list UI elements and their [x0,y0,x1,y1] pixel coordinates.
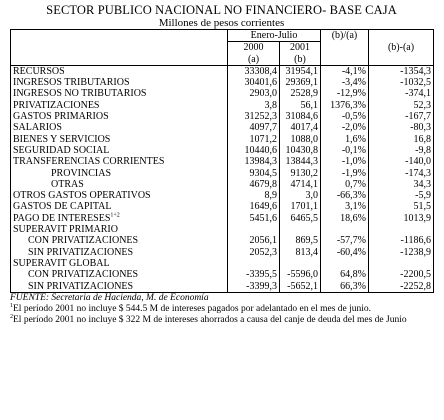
value-2000: -3399,3 [228,281,280,293]
row-label [11,201,228,212]
diff-value: -2252,8 [369,281,434,293]
row-label [11,111,228,122]
ratio-value: -4,1% [341,65,366,77]
value-2000: 1071,2 [228,134,280,145]
ratio-value: -1,9% [341,167,366,179]
page-title: SECTOR PUBLICO NACIONAL NO FINANCIERO- BASE CAJA [46,3,397,17]
table-body [11,65,434,292]
footnote-2-text: El período 2001 no incluye $ 322 M de intereses ahorrados a causa del canje de deuda del mes de Junio [13,314,407,325]
ratio-value: -0,5% [341,111,366,123]
table-row [11,269,434,280]
diff-header: (b)-(a) [369,42,434,54]
table-row [11,122,434,133]
value-2000: 2903,0 [228,88,280,99]
value-2001: 13844,3 [280,156,321,167]
row-label-text: SIN PRIVATIZACIONES [28,246,134,258]
value-2001: 3,0 [280,190,321,201]
ratio-header: (b)/(a) [321,30,369,42]
ratio-value: -3,4% [341,77,366,89]
row-label [11,77,228,88]
diff-value [369,224,434,235]
value-2000: 2056,1 [228,235,280,246]
diff-value: 1013,9 [369,213,434,224]
table-row [11,65,434,77]
table-row [11,224,434,235]
table-row [11,111,434,122]
ratio-value: -1,0% [341,156,366,168]
row-label-text: PRIVATIZACIONES [13,99,100,111]
diff-value: -1186,6 [369,235,434,246]
value-2001: 29369,1 [280,77,321,88]
table-row [11,88,434,99]
diff-value: -167,7 [369,111,434,122]
row-label-text: SUPERAVIT PRIMARIO [13,224,118,236]
value-2000: 1649,6 [228,201,280,212]
diff-value: -1354,3 [369,65,434,77]
header-row-3 [11,54,434,66]
value-2000 [228,258,280,269]
row-label [11,258,228,269]
ratio-value: -0,1% [341,144,366,156]
row-label-text: SUPERAVIT GLOBAL [13,257,110,269]
table-row [11,134,434,145]
header-row-1 [11,30,434,42]
footnote-1-mark: 1 [10,302,13,309]
row-label-text: OTRAS [51,178,84,190]
row-label-text: RECURSOS [13,65,65,77]
value-2001 [280,224,321,235]
col-b-tag: (b) [280,54,321,66]
row-label [11,156,228,167]
value-2001: 31084,6 [280,111,321,122]
value-2001: 4714,1 [280,179,321,190]
row-label [11,213,228,224]
ratio-value: 0,7% [345,178,366,190]
value-2000: 10440,6 [228,145,280,156]
diff-value: 52,3 [369,100,434,111]
diff-value: -174,3 [369,168,434,179]
value-2001: 9130,2 [280,168,321,179]
value-2001: -5596,0 [280,269,321,280]
footer [10,293,433,326]
row-label [11,145,228,156]
diff-value: -1032,5 [369,77,434,88]
table-row [11,201,434,212]
value-2000: 13984,3 [228,156,280,167]
diff-value: -1238,9 [369,247,434,258]
row-label-text: OTROS GASTOS OPERATIVOS [13,190,151,202]
value-2001: 56,1 [280,100,321,111]
diff-value [369,258,434,269]
footnote-2-mark: 2 [10,313,13,320]
ratio-value: -12,9% [336,88,366,100]
value-2000: 33308,4 [228,65,280,77]
row-label [11,65,228,77]
row-label-text: SEGURIDAD SOCIAL [13,144,110,156]
table-row [11,235,434,246]
value-2000: 4097,7 [228,122,280,133]
diff-value: -140,0 [369,156,434,167]
value-2001: -5652,1 [280,281,321,293]
value-2001: 813,4 [280,247,321,258]
table-row [11,247,434,258]
ratio-value: -60,4% [336,246,366,258]
footnote-2 [10,315,433,326]
ratio-value: 66,3% [321,281,369,293]
col-b-year: 2001 [280,42,321,54]
diff-value: -80,3 [369,122,434,133]
value-2000: 5451,6 [228,213,280,224]
row-label [11,269,228,280]
row-label [11,134,228,145]
table-row [11,213,434,224]
row-label [11,122,228,133]
row-label [11,247,228,258]
row-label-text: PROVINCIAS [51,167,112,179]
diff-value: -2200,5 [369,269,434,280]
row-label-text: PAGO DE INTERESES [13,212,111,224]
footnote-ref: 1+2 [110,212,120,219]
diff-value: 51,5 [369,201,434,212]
ratio-value [321,224,369,235]
value-2001: 1701,1 [280,201,321,212]
table-row [11,145,434,156]
diff-value: -5,9 [369,190,434,201]
table-row [11,281,434,293]
table-row [11,179,434,190]
source-note: FUENTE: Secretaria de Hacienda, M. de Economía [10,292,209,303]
diff-value: -374,1 [369,88,434,99]
table-row [11,156,434,167]
row-label [11,168,228,179]
value-2001: 10430,8 [280,145,321,156]
ratio-value: 1376,3% [330,99,366,111]
value-2000: 4679,8 [228,179,280,190]
value-2000: 31252,3 [228,111,280,122]
row-label-text: INGRESOS TRIBUTARIOS [13,77,130,89]
row-label-text: SALARIOS [13,122,62,134]
ratio-value: 1,6% [345,133,366,145]
row-label-text: BIENES Y SERVICIOS [13,133,111,145]
value-2001: 31954,1 [280,65,321,77]
value-2000: 2052,3 [228,247,280,258]
row-label [11,100,228,111]
value-2001: 4017,4 [280,122,321,133]
footnote-1 [10,304,433,315]
table-row [11,190,434,201]
col-a-year: 2000 [228,42,280,54]
ratio-value: -66,3% [336,190,366,202]
value-2000: 30401,6 [228,77,280,88]
period-header: Enero-Julio [228,30,321,42]
row-label [11,190,228,201]
table-row [11,258,434,269]
ratio-value: -2,0% [341,122,366,134]
value-2000: 9304,5 [228,168,280,179]
value-2001: 869,5 [280,235,321,246]
header-row-2 [11,42,434,54]
col-a-tag: (a) [228,54,280,66]
ratio-value: -57,7% [336,235,366,247]
page-subtitle: Millones de pesos corrientes [158,17,285,29]
value-2001: 2528,9 [280,88,321,99]
row-label [11,235,228,246]
fiscal-table [10,29,434,293]
value-2001: 1088,0 [280,134,321,145]
value-2000: 3,8 [228,100,280,111]
row-label-text: INGRESOS NO TRIBUTARIOS [13,88,147,100]
value-2001: 6465,5 [280,213,321,224]
diff-value: 16,8 [369,134,434,145]
table-row [11,77,434,88]
row-label-text: GASTOS PRIMARIOS [13,111,109,123]
value-2000: 8,9 [228,190,280,201]
ratio-value: 64,8% [340,269,366,281]
row-label [11,179,228,190]
value-2000: -3395,5 [228,269,280,280]
value-2000 [228,224,280,235]
row-label [11,88,228,99]
table-row [11,100,434,111]
row-label-text: CON PRIVATIZACIONES [28,269,139,281]
table-row [11,168,434,179]
ratio-value: 3,1% [345,201,366,213]
row-label-text: GASTOS DE CAPITAL [13,201,112,213]
row-label [11,281,228,293]
ratio-value [321,258,369,269]
ratio-value: 18,6% [340,212,366,224]
row-label-text: TRANSFERENCIAS CORRIENTES [13,156,165,168]
value-2001 [280,258,321,269]
diff-value: 34,3 [369,179,434,190]
diff-value: -9,8 [369,145,434,156]
report [10,4,433,326]
row-label-text: SIN PRIVATIZACIONES [28,280,134,292]
row-label-text: CON PRIVATIZACIONES [28,235,139,247]
row-label [11,224,228,235]
footnote-1-text: El período 2001 no incluye $ 544.5 M de intereses pagados por adelantado en el mes de junio. [13,303,372,314]
